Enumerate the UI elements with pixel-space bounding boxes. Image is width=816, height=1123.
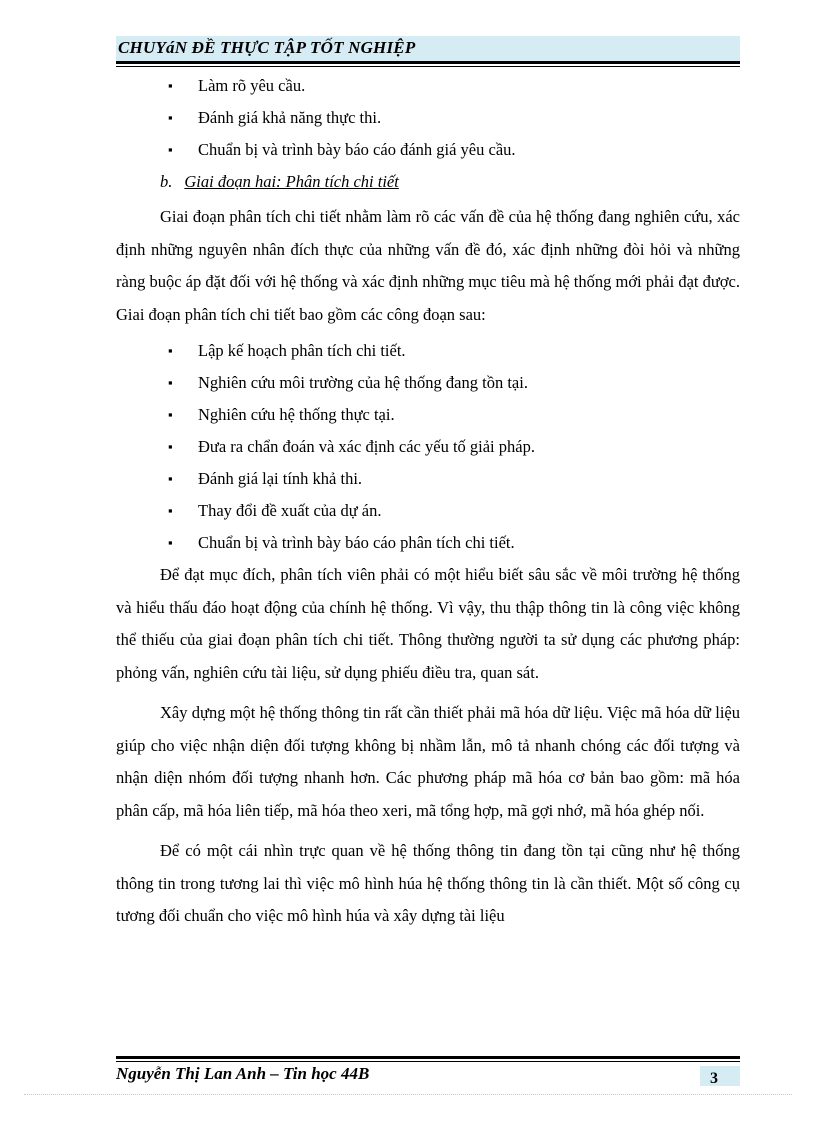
list-item: ▪ Đánh giá khả năng thực thi. [116,102,740,134]
list-item: ▪ Thay đổi đề xuất của dự án. [116,495,740,527]
page-header [116,36,740,61]
list-item: ▪ Đưa ra chẩn đoán và xác định các yếu tố giải pháp. [116,431,740,463]
square-bullet-icon: ▪ [168,375,173,390]
section-title: Giai đoạn hai: Phân tích chi tiết [184,172,399,191]
list-item: ▪ Nghiên cứu hệ thống thực tại. [116,399,740,431]
list-item: ▪ Làm rõ yêu cầu. [116,70,740,102]
page-number: 3 [710,1070,718,1086]
paragraph-2: Để đạt mục đích, phân tích viên phải có một hiểu biết sâu sắc về môi trường hệ thống và hiểu thấu đáo hoạt động của chính hệ thống. Vì vậy, thu thập thông tin là công việc không thể thiếu của giai đoạn phân tích chi tiết. Thông thường người ta sử dụng các phương pháp: phỏng vấn, nghiên cứu tài liệu, sử dụng phiếu điều tra, quan sát. [116,565,740,682]
section-heading [116,166,740,199]
header-rule-thick [116,61,740,64]
page-bottom-dotted-line [24,1094,792,1095]
square-bullet-icon: ▪ [168,535,173,550]
footer-rule-thick [116,1056,740,1059]
square-bullet-icon: ▪ [168,343,173,358]
header-title: CHUYáN ĐỀ THỰC TẬP TỐT NGHIỆP [118,38,416,57]
footer-rule-thin [116,1061,740,1062]
square-bullet-icon: ▪ [168,142,173,157]
list-item: ▪ Đánh giá lại tính khả thi. [116,463,740,495]
page-footer [116,1064,740,1084]
square-bullet-icon: ▪ [168,78,173,93]
paragraph-3: Xây dựng một hệ thống thông tin rất cần thiết phải mã hóa dữ liệu. Việc mã hóa dữ liệu giúp cho việc nhận diện đối tượng không bị nhầm lẫn, mô tả nhanh chóng các đối tượng và nhận diện nhóm đối tượng nhanh hơn. Các phương pháp mã hóa cơ bản bao gồm: mã hóa phân cấp, mã hóa liên tiếp, mã hóa theo xeri, mã tổng hợp, mã gợi nhớ, mã hóa ghép nối. [116,703,740,820]
list-item: ▪ Lập kế hoạch phân tích chi tiết. [116,335,740,367]
bullet-list-steps [116,335,740,559]
list-item: ▪ Chuẩn bị và trình bày báo cáo phân tích chi tiết. [116,527,740,559]
list-item: ▪ Chuẩn bị và trình bày báo cáo đánh giá yêu cầu. [116,134,740,166]
square-bullet-icon: ▪ [168,110,173,125]
section-letter: b. [160,172,173,191]
paragraph-4: Để có một cái nhìn trực quan về hệ thống thông tin đang tồn tại cũng như hệ thống thông tin trong tương lai thì việc mô hình húa hệ thống thông tin là cần thiết. Một số công cụ tương đối chuẩn cho việc mô hình húa và xây dựng tài liệu [116,841,740,925]
square-bullet-icon: ▪ [168,407,173,422]
bullet-list-top [116,70,740,166]
header-rule-thin [116,66,740,67]
paragraph-1: Giai đoạn phân tích chi tiết nhằm làm rõ các vấn đề của hệ thống đang nghiên cứu, xác định những nguyên nhân đích thực của những vấn đề đó, xác định những đòi hỏi và những ràng buộc áp đặt đối với hệ thống và xác định những mục tiêu mà hệ thống mới phải đạt được. Giai đoạn phân tích chi tiết bao gồm các công đoạn sau: [116,207,740,324]
footer-author: Nguyễn Thị Lan Anh – Tin học 44B [116,1064,370,1083]
page-body [116,70,740,933]
list-item: ▪ Nghiên cứu môi trường của hệ thống đang tồn tại. [116,367,740,399]
square-bullet-icon: ▪ [168,503,173,518]
square-bullet-icon: ▪ [168,439,173,454]
square-bullet-icon: ▪ [168,471,173,486]
page-number-box [700,1066,740,1086]
